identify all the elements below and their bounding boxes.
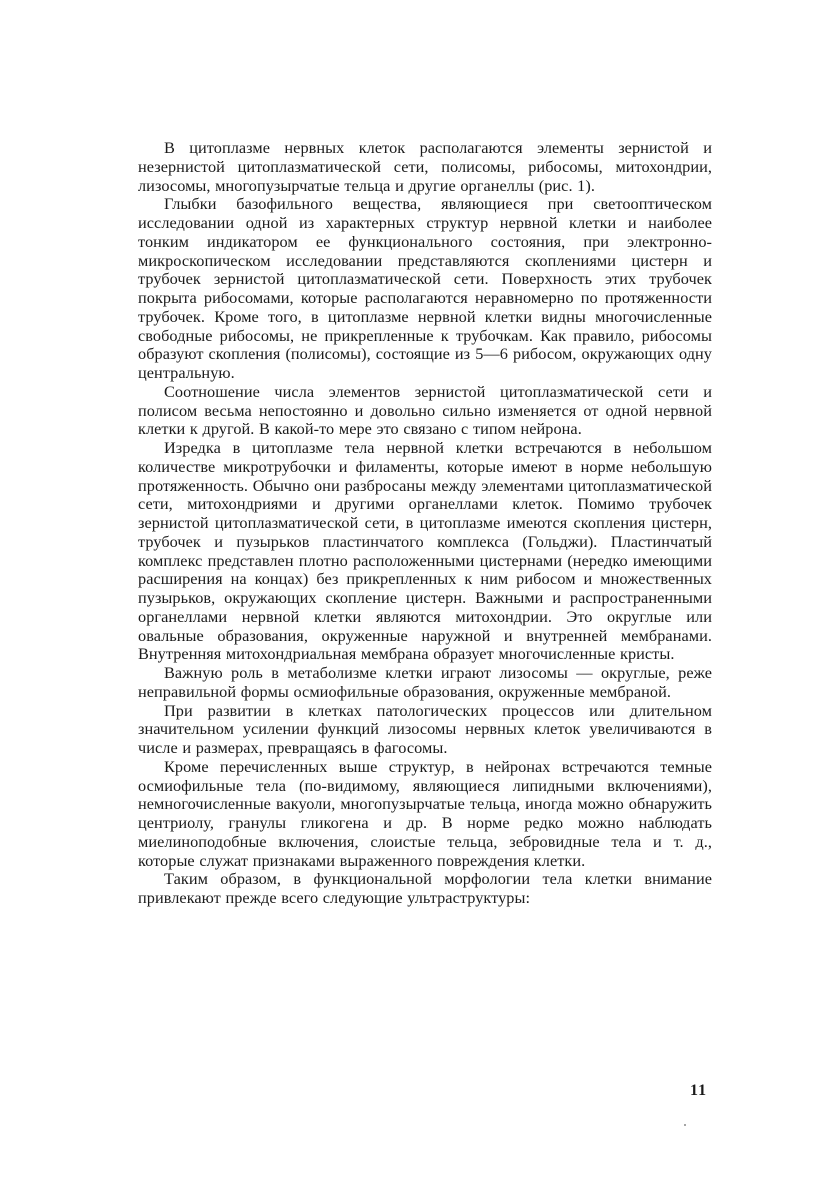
paragraph-5: Важную роль в метаболизме клетки играют лизосомы — округлые, реже неправильной формы осмиофильные образования, окруженные мембраной. (138, 663, 712, 701)
paragraph-2: Глыбки базофильного вещества, являющиеся при светооптическом исследовании одной из характерных структур нервной клетки и наиболее тонким индикатором ее функционального состояния, при электронно-микроскопическом исследовании представляются скоплениями цистерн и трубочек зернистой цитоплазматической сети. Поверхность этих трубочек покрыта рибосомами, которые располагаются неравномерно по протяженности трубочек. Кроме того, в цитоплазме нервной клетки видны многочисленные свободные рибосомы, не прикрепленные к трубочкам. Как правило, рибосомы образуют скопления (полисомы), состоящие из 5—6 рибосом, окружающих одну центральную. (138, 194, 712, 382)
paragraph-3: Соотношение числа элементов зернистой цитоплазматической сети и полисом весьма непостоянно и довольно сильно изменяется от одной нервной клетки к другой. В какой-то мере это связано с типом нейрона. (138, 381, 712, 439)
paragraph-7: Кроме перечисленных выше структур, в нейронах встречаются темные осмиофильные тела (по-видимому, являющиеся липидными включениями), немногочисленные вакуоли, многопузырчатые тельца, иногда можно обнаружить центриолу, гранулы гликогена и др. В норме редко можно наблюдать миелиноподобные включения, слоистые тельца, зебровидные тела и т. д., которые служат признаками выраженного повреждения клетки. (138, 756, 712, 870)
paragraph-8: Таким образом, в функциональной морфологии тела клетки внимание привлекают прежде всего следующие ультраструктуры: (138, 869, 712, 907)
page-number: 11 (690, 1082, 708, 1099)
paragraph-1: В цитоплазме нервных клеток располагаются элементы зернистой и незернистой цитоплазматической сети, полисомы, рибосомы, митохондрии, лизосомы, многопузырчатые тельца и другие органеллы (рис. 1). (138, 138, 712, 195)
scan-speck (684, 1124, 686, 1126)
paragraph-6: При развитии в клетках патологических процессов или длительном значительном усилении функций лизосомы нервных клеток увеличиваются в числе и размерах, превращаясь в фагосомы. (138, 700, 712, 757)
text-column (138, 139, 712, 908)
paragraph-4: Изредка в цитоплазме тела нервной клетки встречаются в небольшом количестве микротрубочки и филаменты, которые имеют в норме небольшую протяженность. Обычно они разбросаны между элементами цитоплазматической сети, митохондриями и другими органеллами клеток. Помимо трубочек зернистой цитоплазматической сети, в цитоплазме имеются скопления цистерн, трубочек и пузырьков пластинчатого комплекса (Гольджи). Пластинчатый комплекс представлен плотно расположенными цистернами (нередко имеющими расширения на концах) без прикрепленных к ним рибосом и множественных пузырьков, окружающих скопление цистерн. Важными и распространенными органеллами нервной клетки являются митохондрии. Это округлые или овальные образования, окруженные наружной и внутренней мембранами. Внутренняя митохондриальная мембрана образует многочисленные кристы. (138, 438, 712, 664)
